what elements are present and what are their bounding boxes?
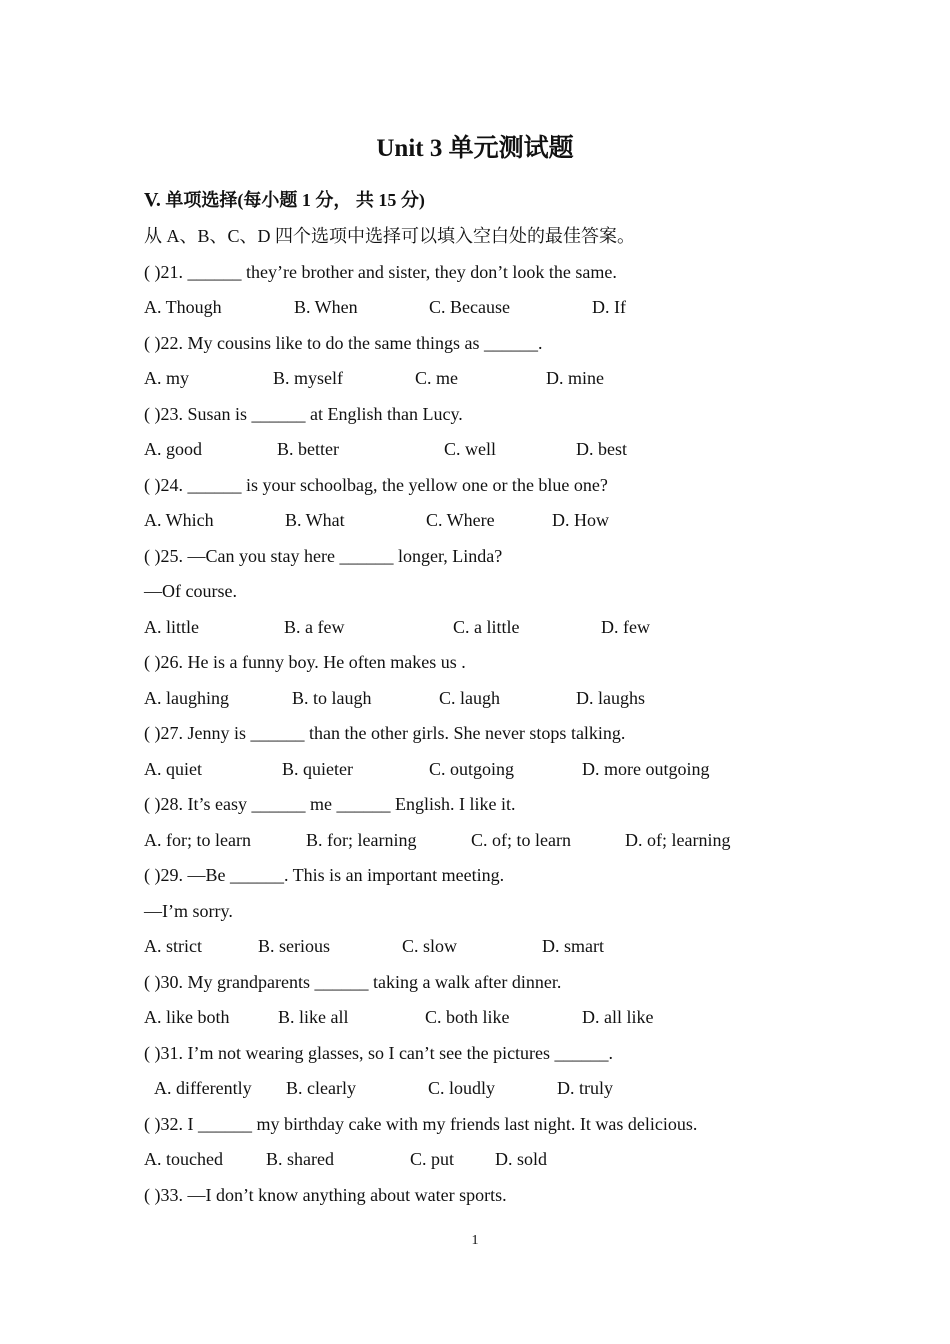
- question-30-stem: [144, 967, 864, 997]
- section-instruction: 从 A、B、C、D 四个选项中选择可以填入空白处的最佳答案。: [144, 226, 636, 246]
- option-a: A. Which: [144, 510, 214, 530]
- section-roman-numeral: V.: [144, 189, 161, 211]
- question-stem-text: ( )32. I ______ my birthday cake with my friends last night. It was delicious.: [144, 1114, 698, 1134]
- question-21-stem: [144, 257, 864, 287]
- option-d: D. best: [576, 439, 627, 459]
- question-24-options: [144, 505, 864, 535]
- question-stem-text: ( )33. —I don’t know anything about water sports.: [144, 1185, 507, 1205]
- option-a: A. little: [144, 617, 199, 637]
- option-b: B. serious: [258, 936, 330, 956]
- option-a: A. my: [144, 368, 189, 388]
- option-a: A. touched: [144, 1149, 223, 1169]
- question-22-options: [144, 363, 864, 393]
- question-stem-text: ( )28. It’s easy ______ me ______ English. I like it.: [144, 794, 516, 814]
- question-32-options: [144, 1144, 864, 1174]
- option-b: B. When: [294, 297, 358, 317]
- page-title: Unit 3 单元测试题: [376, 135, 574, 162]
- question-stem-text: ( )26. He is a funny boy. He often makes us .: [144, 652, 466, 672]
- question-27-stem: [144, 718, 864, 748]
- option-a: A. laughing: [144, 688, 229, 708]
- option-c: C. laugh: [439, 688, 500, 708]
- option-d: D. How: [552, 510, 609, 530]
- question-stem-text: ( )24. ______ is your schoolbag, the yellow one or the blue one?: [144, 475, 608, 495]
- option-a: A. good: [144, 439, 202, 459]
- question-stem-text: ( )23. Susan is ______ at English than Lucy.: [144, 404, 463, 424]
- question-23-options: [144, 434, 864, 464]
- option-d: D. mine: [546, 368, 604, 388]
- question-stem-text: ( )30. My grandparents ______ taking a walk after dinner.: [144, 972, 562, 992]
- option-a: A. quiet: [144, 759, 202, 779]
- option-b: B. like all: [278, 1007, 349, 1027]
- option-c: C. outgoing: [429, 759, 515, 779]
- question-stem-text: ( )21. ______ they’re brother and sister, they don’t look the same.: [144, 262, 617, 282]
- question-27-options: [144, 754, 864, 784]
- question-29-options: [144, 931, 864, 961]
- option-a: A. differently: [154, 1078, 252, 1098]
- question-stem-text: ( )31. I’m not wearing glasses, so I can’t see the pictures ______.: [144, 1043, 614, 1063]
- dialogue-reply: —Of course.: [144, 581, 237, 601]
- question-25-stem: [144, 541, 864, 571]
- question-31-options: [144, 1073, 864, 1103]
- page-number: 1: [471, 1233, 479, 1248]
- option-c: C. loudly: [428, 1078, 496, 1098]
- question-21-options: [144, 292, 864, 322]
- question-26-stem: [144, 647, 864, 677]
- section-heading-text: 单项选择(每小题 1 分， 共 15 分): [160, 190, 425, 210]
- dialogue-reply: —I’m sorry.: [144, 901, 233, 921]
- question-28-stem: [144, 789, 864, 819]
- question-stem-text: ( )22. My cousins like to do the same things as ______.: [144, 333, 543, 353]
- question-31-stem: [144, 1038, 864, 1068]
- option-b: B. What: [285, 510, 345, 530]
- option-d: D. of; learning: [625, 830, 731, 850]
- option-c: C. Because: [429, 297, 510, 317]
- question-25-options: [144, 612, 864, 642]
- option-c: C. both like: [425, 1007, 510, 1027]
- option-d: D. more outgoing: [582, 759, 710, 779]
- question-26-options: [144, 683, 864, 713]
- option-d: D. all like: [582, 1007, 654, 1027]
- question-30-options: [144, 1002, 864, 1032]
- option-b: B. a few: [284, 617, 345, 637]
- question-stem-text: ( )25. —Can you stay here ______ longer, Linda?: [144, 546, 503, 566]
- option-b: B. better: [277, 439, 339, 459]
- option-b: B. shared: [266, 1149, 334, 1169]
- option-b: B. myself: [273, 368, 343, 388]
- question-32-stem: [144, 1109, 864, 1139]
- option-d: D. sold: [495, 1149, 548, 1169]
- question-28-options: [144, 825, 864, 855]
- option-a: A. like both: [144, 1007, 230, 1027]
- option-a: A. for; to learn: [144, 830, 251, 850]
- question-25-reply: [144, 576, 864, 606]
- option-a: A. strict: [144, 936, 202, 956]
- option-c: C. put: [410, 1149, 455, 1169]
- option-d: D. laughs: [576, 688, 645, 708]
- question-33-stem: [144, 1180, 864, 1210]
- option-d: D. smart: [542, 936, 604, 956]
- option-c: C. a little: [453, 617, 520, 637]
- option-c: C. of; to learn: [471, 830, 571, 850]
- option-c: C. well: [444, 439, 496, 459]
- option-b: B. quieter: [282, 759, 353, 779]
- option-c: C. slow: [402, 936, 458, 956]
- option-b: B. clearly: [286, 1078, 356, 1098]
- option-d: D. few: [601, 617, 650, 637]
- option-d: D. If: [592, 297, 626, 317]
- question-29-stem: [144, 860, 864, 890]
- question-stem-text: ( )27. Jenny is ______ than the other girls. She never stops talking.: [144, 723, 626, 743]
- question-29-reply: [144, 896, 864, 926]
- question-24-stem: [144, 470, 864, 500]
- option-c: C. Where: [426, 510, 495, 530]
- option-d: D. truly: [557, 1078, 613, 1098]
- option-b: B. to laugh: [292, 688, 372, 708]
- question-stem-text: ( )29. —Be ______. This is an important meeting.: [144, 865, 505, 885]
- question-22-stem: [144, 328, 864, 358]
- question-23-stem: [144, 399, 864, 429]
- option-c: C. me: [415, 368, 458, 388]
- section-heading: [144, 185, 425, 215]
- option-b: B. for; learning: [306, 830, 417, 850]
- option-a: A. Though: [144, 297, 222, 317]
